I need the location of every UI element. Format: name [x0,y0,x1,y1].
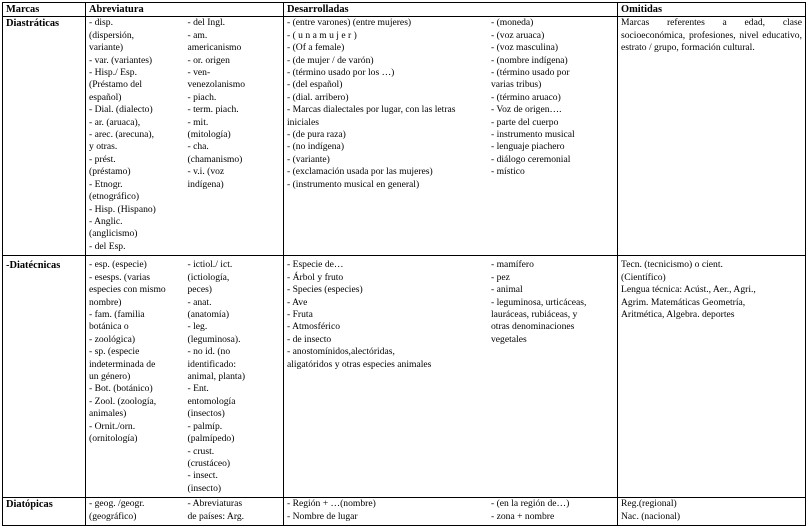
cell-line: - geog. /geogr. [89,498,145,510]
abreviatura-cell [86,256,284,498]
cell-line: - disp. [89,17,113,29]
cell-line: - zoológica) [89,333,136,345]
cell-line: animal, planta) [187,371,246,383]
desarrolladas-cell [284,498,618,526]
row-label-diastraticas: Diastráticas [3,17,86,256]
cell-line: - Dial. (dialecto) [89,104,153,116]
omitidas-text [621,256,802,321]
cell-line: indeterminada de [89,358,156,370]
cell-line: - del Esp. [89,240,126,252]
abreviatura-cell [86,498,284,526]
table-row [3,17,806,256]
cell-line: - Hisp./ Esp. [89,67,137,79]
cell-line: - Etnogr. [89,178,123,190]
cell-line: especies con mismo [89,284,166,296]
cell-line: (etnográfico) [89,191,140,203]
cell-line: - leguminosa, urticáceas, [491,296,587,308]
omitidas-text: Marcas referentes a edad, clase socioeconómica, profesiones, nivel educativo, estrato / grupo, formación cultural. [621,17,802,54]
cell-line: botánica o [89,321,129,333]
cell-line: variante) [89,42,124,54]
cell-line: - parte del cuerpo [491,116,559,128]
cell-line: - Ent. [187,383,209,395]
cell-line: venezolanismo [187,79,246,91]
cell-line: de países: Arg. [187,510,245,522]
cell-line: - pez [491,271,510,283]
cell-line: - zona + nombre [491,510,555,522]
cell-line: - (en la región de…) [491,498,570,510]
cell-line: y otras. [89,141,118,153]
cell-line: - de insecto [287,333,332,345]
desarrolladas-col-b [488,498,617,523]
cell-line: - (entre varones) (entre mujeres) [287,17,412,29]
cell-line: - Fruta [287,309,313,321]
cell-line: - (término aruaco) [491,91,561,103]
abreviatura-col-b [185,259,284,495]
cell-line: Aritmética, Algebra. deportes [621,309,735,321]
cell-line: - ( u n a m u j e r ) [287,29,357,41]
cell-line: - cha. [187,141,209,153]
table-row [3,256,806,498]
cell-line: iniciales [287,116,319,128]
cell-line: (insecto) [187,482,222,494]
cell-line: - leg. [187,321,208,333]
cell-line: - Especie de… [287,259,344,271]
cell-line: - insect. [187,470,218,482]
marcas-table [2,2,806,526]
omitidas-cell [618,256,806,498]
table-row [3,498,806,526]
cell-line: - or. origen [187,54,230,66]
cell-line: - Ornit./orn. [89,420,136,432]
desarrolladas-col-a [284,17,488,191]
cell-line: - esp. (especie) [89,259,147,271]
cell-line: - Zool. (zoología, [89,395,157,407]
cell-line: (leguminosa). [187,333,241,345]
cell-line: - (voz aruaca) [491,29,545,41]
cell-line: - Bot. (botánico) [89,383,153,395]
cell-line: - Región + …(nombre) [287,498,376,510]
cell-line: varias tribus) [491,79,542,91]
cell-line: - palmíp. [187,420,223,432]
cell-line: - (nombre indígena) [491,54,568,66]
cell-line: - (término usado por [491,67,570,79]
desarrolladas-col-b [488,17,617,191]
abreviatura-col-a [86,17,185,253]
cell-line: (mitología) [187,129,231,141]
desarrolladas-cell [284,17,618,256]
cell-line: - animal [491,284,523,296]
cell-line: Lengua técnica: Acúst., Aer., Agri., [621,284,756,296]
cell-line: - diálogo ceremonial [491,153,571,165]
cell-line: - arec. (arecuna), [89,129,154,141]
cell-line: - Árbol y fruto [287,271,344,283]
cell-line: - (no indígena) [287,141,345,153]
omitidas-cell [618,17,806,256]
cell-line: - Hisp. (Hispano) [89,203,156,215]
cell-line: - anostomínidos,alectóridas, [287,346,395,358]
cell-line: - Atmosférico [287,321,341,333]
cell-line: - ictiol./ ict. [187,259,233,271]
cell-line: Reg.(regional) [621,498,677,510]
cell-line: peces) [187,284,212,296]
cell-line: (dispersión, [89,29,135,41]
cell-line: - (del español) [287,79,343,91]
cell-line: (préstamo) [89,166,131,178]
cell-line: entomología [187,395,236,407]
cell-line: - term. piach. [187,104,239,116]
cell-line: americanismo [187,42,242,54]
cell-line: - Anglic. [89,215,123,227]
cell-line: - (término usado por los …) [287,67,395,79]
cell-line: identificado: [187,358,236,370]
cell-line: - esesps. (varias [89,271,151,283]
cell-line: - sp. (especie [89,346,140,358]
cell-line: - (moneda) [491,17,534,29]
cell-line: - ar. (aruaca), [89,116,141,128]
desarrolladas-col-b [488,259,617,371]
abreviatura-col-b [185,498,284,523]
cell-line: (Científico) [621,271,666,283]
omitidas-text [621,498,802,523]
cell-line: un género) [89,371,131,383]
cell-line: - Nombre de lugar [287,510,358,522]
cell-line: (crustáceo) [187,457,231,469]
cell-line: - (exclamación usada por las mujeres) [287,166,433,178]
cell-line: español) [89,91,122,103]
cell-line: Nac. (nacional) [621,510,681,522]
cell-line: (ictiología, [187,271,230,283]
cell-line: - (de pura raza) [287,129,346,141]
header-marcas: Marcas [3,3,86,17]
desarrolladas-cell [284,256,618,498]
omitidas-cell [618,498,806,526]
abreviatura-col-a [86,259,185,495]
cell-line: - del Ingl. [187,17,226,29]
cell-line: - (instrumento musical en general) [287,178,420,190]
cell-line: animales) [89,408,127,420]
row-label-diatopicas: Diatópicas [3,498,86,526]
cell-line: indígena) [187,178,224,190]
header-row [3,3,806,17]
cell-line: (palmípedo) [187,433,235,445]
cell-line: - (Of a female) [287,42,345,54]
cell-line: nombre) [89,296,122,308]
cell-line: Agrim. Matemáticas Geometría, [621,296,746,308]
cell-line: aligatóridos y otras especies animales [287,358,432,370]
cell-line: - (voz masculina) [491,42,559,54]
desarrolladas-col-a [284,259,488,371]
cell-line: Tecn. (tecnicismo) o cient. [621,259,723,271]
cell-line: - fam. (familia [89,309,145,321]
cell-line: - Marcas dialectales por lugar, con las letras [287,104,456,116]
cell-line: - mit. [187,116,209,128]
cell-line: (anatomía) [187,309,230,321]
cell-line: vegetales [491,333,527,345]
cell-line: - am. [187,29,208,41]
cell-line: - crust. [187,445,215,457]
cell-line: - (variante) [287,153,330,165]
cell-line: - no id. (no [187,346,231,358]
header-abreviatura: Abreviatura [86,3,284,17]
cell-line: - (de mujer / de varón) [287,54,374,66]
cell-line: - piach. [187,91,217,103]
cell-line: - Species (especies) [287,284,363,296]
desarrolladas-col-a [284,498,488,523]
header-omitidas: Omitidas [618,3,806,17]
cell-line: - mamífero [491,259,534,271]
cell-line: - Ave [287,296,308,308]
cell-line: - Voz de origen…. [491,104,562,116]
cell-line: - var. (variantes) [89,54,153,66]
cell-line: - v.i. (voz [187,166,225,178]
cell-line: - anat. [187,296,212,308]
abreviatura-cell [86,17,284,256]
cell-line: - Abreviaturas [187,498,243,510]
cell-line: - prést. [89,153,116,165]
cell-line: (anglicismo) [89,228,138,240]
cell-line: lauráceas, rubiáceas, y [491,309,578,321]
cell-line: - místico [491,166,525,178]
cell-line: (insectos) [187,408,225,420]
cell-line: (ornitología) [89,433,138,445]
cell-line: (Préstamo del [89,79,143,91]
cell-line: otras denominaciones [491,321,575,333]
cell-line: - lenguaje piachero [491,141,565,153]
abreviatura-col-b [185,17,284,253]
cell-line: - ven- [187,67,211,79]
cell-line: - instrumento musical [491,129,575,141]
cell-line: - (dial. arribero) [287,91,349,103]
abreviatura-col-a [86,498,185,523]
cell-line: (chamanismo) [187,153,243,165]
cell-line: (geográfico) [89,510,137,522]
row-label-diatecnicas: -Diatécnicas [3,256,86,498]
header-desarrolladas: Desarrolladas [284,3,618,17]
